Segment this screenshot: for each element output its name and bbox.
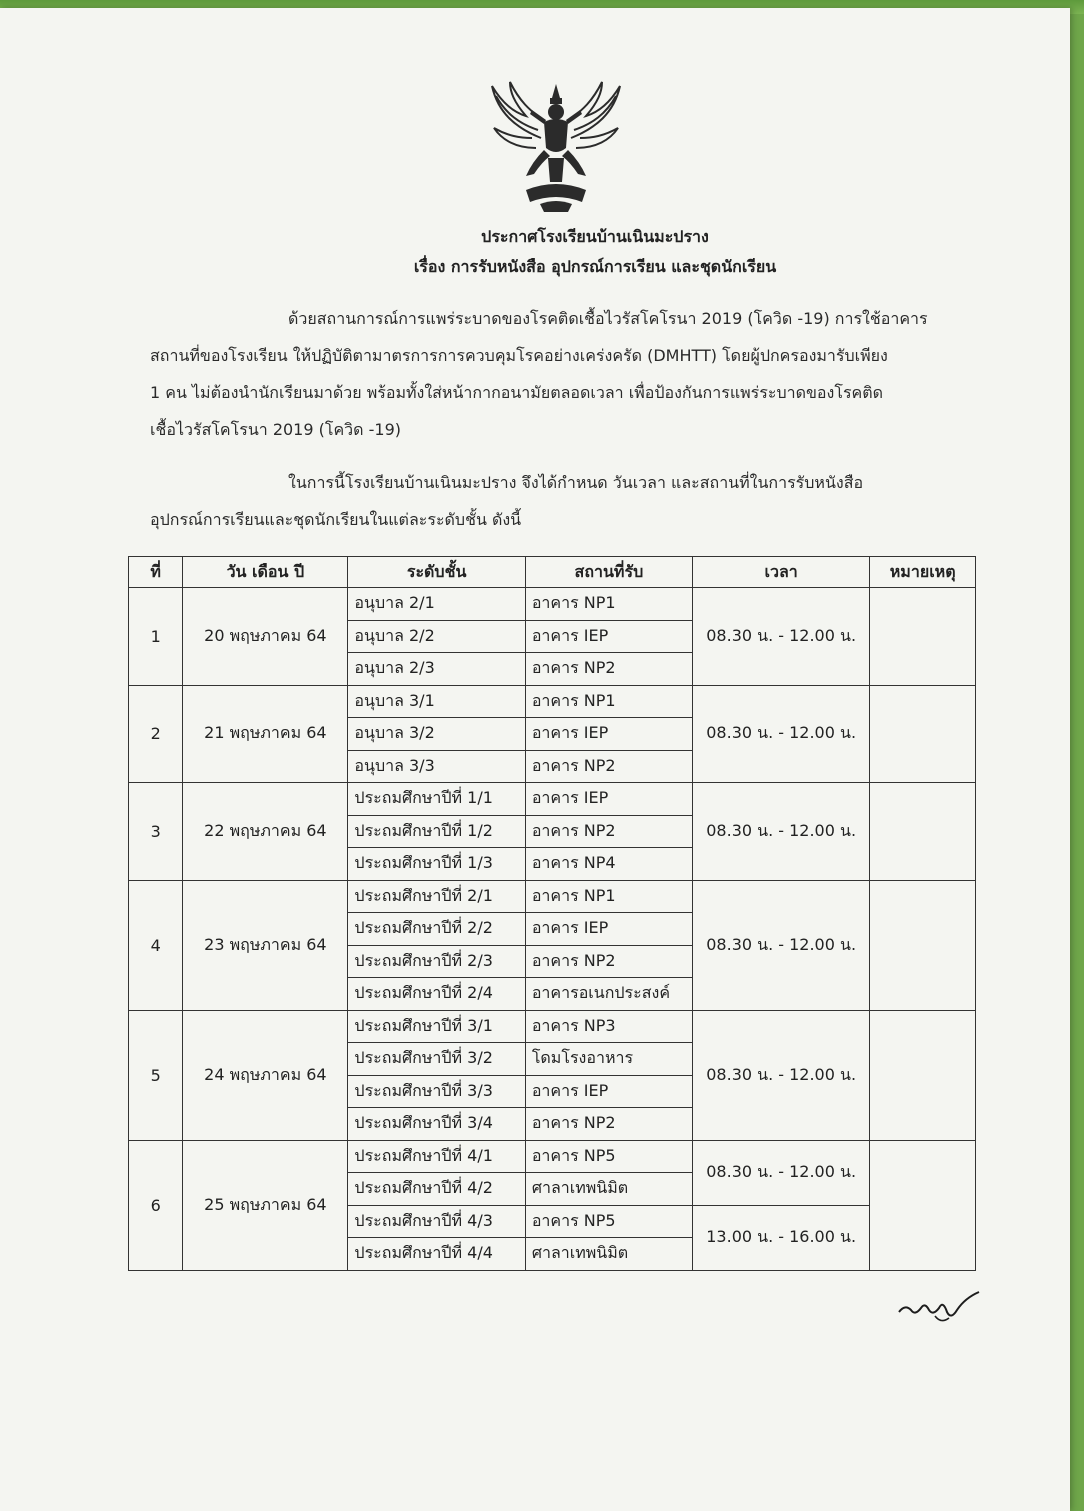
announcement-subject: เรื่อง การรับหนังสือ อุปกรณ์การเรียน และชุดนักเรียน [413, 257, 777, 276]
cell-level: ประถมศึกษาปีที่ 4/2 [348, 1173, 525, 1206]
cell-level: อนุบาล 2/1 [348, 588, 525, 621]
cell-level: ประถมศึกษาปีที่ 2/3 [348, 945, 525, 978]
cell-level: อนุบาล 2/2 [348, 620, 525, 653]
cell-place: โดมโรงอาหาร [525, 1043, 692, 1076]
cell-place: อาคาร NP1 [525, 685, 692, 718]
cell-place: อาคาร NP1 [525, 880, 692, 913]
table-row [129, 1140, 976, 1173]
paragraph-line: สถานที่ของโรงเรียน ให้ปฏิบัติตามาตรการการควบคุมโรคอย่างเคร่งครัด (DMHTT) โดยผู้ปกครองมารับเพียง [150, 346, 888, 365]
paragraph-line: ในการนี้โรงเรียนบ้านเนินมะปราง จึงได้กำหนด วันเวลา และสถานที่ในการรับหนังสือ [288, 473, 864, 492]
cell-place: อาคาร NP1 [525, 588, 692, 621]
cell-date: 20 พฤษภาคม 64 [183, 588, 348, 686]
cell-time: 08.30 น. - 12.00 น. [692, 685, 869, 783]
cell-level: ประถมศึกษาปีที่ 3/4 [348, 1108, 525, 1141]
cell-level: อนุบาล 2/3 [348, 653, 525, 686]
cell-date: 22 พฤษภาคม 64 [183, 783, 348, 881]
cell-number: 4 [129, 880, 183, 1010]
cell-level: ประถมศึกษาปีที่ 1/2 [348, 815, 525, 848]
cell-note [870, 783, 976, 881]
cell-level: ประถมศึกษาปีที่ 1/1 [348, 783, 525, 816]
cell-place: อาคารอเนกประสงค์ [525, 978, 692, 1011]
cell-place: ศาลาเทพนิมิต [525, 1173, 692, 1206]
paragraph-line: ด้วยสถานการณ์การแพร่ระบาดของโรคติดเชื้อไวรัสโคโรนา 2019 (โควิด -19) การใช้อาคาร [288, 309, 928, 328]
cell-level: ประถมศึกษาปีที่ 3/1 [348, 1010, 525, 1043]
column-header-time: เวลา [692, 557, 869, 588]
cell-note [870, 1010, 976, 1140]
cell-note [870, 880, 976, 1010]
signature [895, 1286, 985, 1326]
document-page [0, 8, 1070, 1511]
cell-place: อาคาร NP2 [525, 945, 692, 978]
garuda-emblem-icon [486, 78, 626, 216]
cell-place: อาคาร IEP [525, 913, 692, 946]
table-row [129, 588, 976, 621]
cell-place: อาคาร IEP [525, 783, 692, 816]
column-header-note: หมายเหตุ [870, 557, 976, 588]
cell-time: 08.30 น. - 12.00 น. [692, 1010, 869, 1140]
column-header-date: วัน เดือน ปี [183, 557, 348, 588]
cell-place: อาคาร NP2 [525, 815, 692, 848]
cell-level: อนุบาล 3/3 [348, 750, 525, 783]
cell-level: ประถมศึกษาปีที่ 3/2 [348, 1043, 525, 1076]
cell-level: อนุบาล 3/2 [348, 718, 525, 751]
column-header-number: ที่ [129, 557, 183, 588]
cell-level: ประถมศึกษาปีที่ 4/1 [348, 1140, 525, 1173]
cell-time: 08.30 น. - 12.00 น. [692, 588, 869, 686]
paragraph-line: อุปกรณ์การเรียนและชุดนักเรียนในแต่ละระดับชั้น ดังนี้ [150, 510, 522, 529]
cell-level: อนุบาล 3/1 [348, 685, 525, 718]
cell-place: อาคาร IEP [525, 1075, 692, 1108]
cell-date: 21 พฤษภาคม 64 [183, 685, 348, 783]
paragraph-line: 1 คน ไม่ต้องนำนักเรียนมาด้วย พร้อมทั้งใส่หน้ากากอนามัยตลอดเวลา เพื่อป้องกันการแพร่ระบาดของโรคติด [150, 383, 884, 402]
cell-level: ประถมศึกษาปีที่ 2/1 [348, 880, 525, 913]
table-row [129, 880, 976, 913]
table-row [129, 783, 976, 816]
table-row [129, 1010, 976, 1043]
cell-note [870, 685, 976, 783]
cell-level: ประถมศึกษาปีที่ 4/3 [348, 1205, 525, 1238]
cell-number: 5 [129, 1010, 183, 1140]
cell-note [870, 588, 976, 686]
cell-time: 08.30 น. - 12.00 น. [692, 783, 869, 881]
paragraph-2 [150, 464, 863, 538]
cell-place: อาคาร NP5 [525, 1205, 692, 1238]
cell-date: 24 พฤษภาคม 64 [183, 1010, 348, 1140]
column-header-place: สถานที่รับ [525, 557, 692, 588]
cell-level: ประถมศึกษาปีที่ 3/3 [348, 1075, 525, 1108]
cell-number: 3 [129, 783, 183, 881]
cell-level: ประถมศึกษาปีที่ 2/2 [348, 913, 525, 946]
cell-time: 08.30 น. - 12.00 น. [692, 1140, 869, 1205]
cell-level: ประถมศึกษาปีที่ 4/4 [348, 1238, 525, 1271]
cell-place: อาคาร NP2 [525, 1108, 692, 1141]
cell-time: 13.00 น. - 16.00 น. [692, 1205, 869, 1270]
cell-place: อาคาร NP4 [525, 848, 692, 881]
paragraph-line: เชื้อไวรัสโคโรนา 2019 (โควิด -19) [150, 420, 401, 439]
cell-place: อาคาร NP5 [525, 1140, 692, 1173]
cell-note [870, 1140, 976, 1270]
announcement-title: ประกาศโรงเรียนบ้านเนินมะปราง [481, 227, 709, 246]
cell-place: อาคาร IEP [525, 718, 692, 751]
cell-place: อาคาร NP2 [525, 653, 692, 686]
column-header-level: ระดับชั้น [348, 557, 525, 588]
cell-number: 6 [129, 1140, 183, 1270]
cell-level: ประถมศึกษาปีที่ 1/3 [348, 848, 525, 881]
cell-level: ประถมศึกษาปีที่ 2/4 [348, 978, 525, 1011]
cell-time: 08.30 น. - 12.00 น. [692, 880, 869, 1010]
table-row [129, 685, 976, 718]
cell-date: 23 พฤษภาคม 64 [183, 880, 348, 1010]
cell-number: 1 [129, 588, 183, 686]
schedule-table [128, 556, 976, 1271]
cell-place: ศาลาเทพนิมิต [525, 1238, 692, 1271]
cell-number: 2 [129, 685, 183, 783]
cell-date: 25 พฤษภาคม 64 [183, 1140, 348, 1270]
table-header-row [129, 557, 976, 588]
cell-place: อาคาร NP2 [525, 750, 692, 783]
cell-place: อาคาร IEP [525, 620, 692, 653]
paragraph-1 [150, 300, 928, 448]
cell-place: อาคาร NP3 [525, 1010, 692, 1043]
